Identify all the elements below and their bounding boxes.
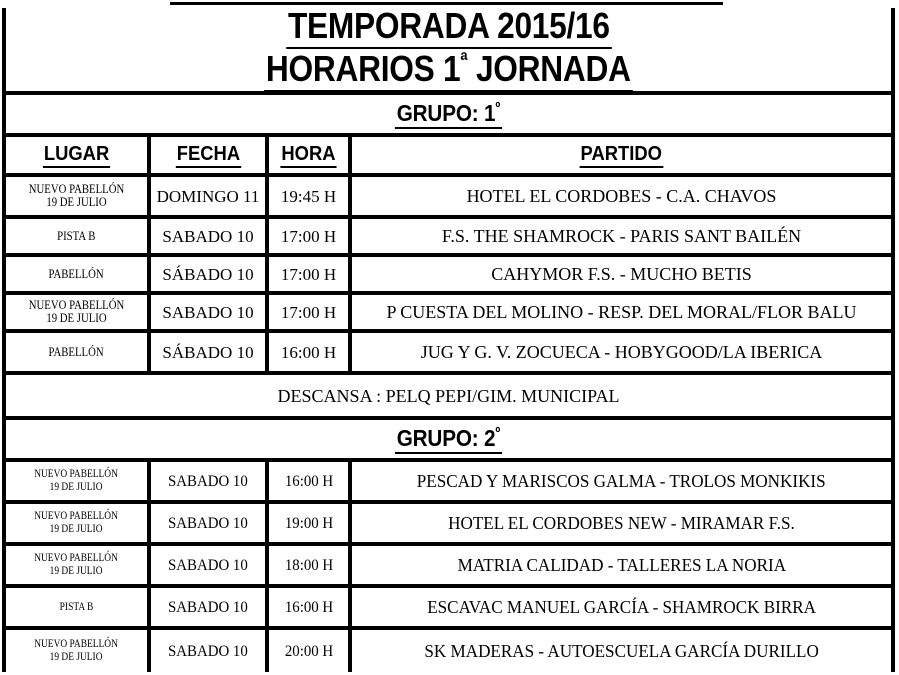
fecha-text: SABADO 10 [168,514,248,532]
cell-lugar [6,333,151,371]
lugar-line-2: 19 DE JULIO [50,523,103,535]
column-header-hora [269,137,352,173]
hora-text: 17:00 H [280,226,337,246]
lugar-line-2: 19 DE JULIO [50,651,103,663]
group-1-ordinal: º [495,98,501,116]
column-header-lugar-label: LUGAR [43,143,110,168]
cell-lugar [6,504,151,542]
cell-hora [269,546,352,584]
fecha-text: SABADO 10 [162,302,254,322]
table-header-row [6,137,891,177]
lugar-line-1: PISTA B [59,600,94,613]
lugar-line-1: PISTA B [57,228,96,243]
partido-text: P CUESTA DEL MOLINO - RESP. DEL MORAL/FLOR BALU [386,302,857,322]
hora-text: 20:00 H [284,642,333,660]
column-header-lugar [6,137,151,173]
lugar-text [49,268,104,281]
table-row [6,333,891,375]
cell-fecha [151,630,269,672]
cell-fecha [151,177,269,215]
cell-fecha [151,546,269,584]
hora-text: 19:00 H [284,514,333,532]
partido-text: HOTEL EL CORDOBES - C.A. CHAVOS [466,186,777,206]
title-matchday-post: JORNADA [467,47,631,89]
schedule-sheet [2,4,895,672]
title-matchday-ordinal: ª [460,47,468,73]
cell-fecha [151,295,269,329]
descansa-text: DESCANSA : PELQ PEPI/GIM. MUNICIPAL [277,385,620,406]
cell-lugar [6,630,151,672]
cell-partido [352,504,891,542]
group-2-rows [6,462,891,672]
lugar-text [35,468,119,494]
fecha-text: SABADO 10 [168,642,248,660]
cell-fecha [151,219,269,253]
partido-text: F.S. THE SHAMROCK - PARIS SANT BAILÉN [441,226,802,246]
fecha-text: SABADO 10 [168,472,248,490]
table-row [6,295,891,333]
descansa-row [6,375,891,420]
lugar-line-1: NUEVO PABELLÓN [28,298,125,312]
table-row [6,546,891,588]
lugar-line-2: 19 DE JULIO [50,565,103,577]
hora-text: 17:00 H [280,264,337,284]
partido-text: HOTEL EL CORDOBES NEW - MIRAMAR F.S. [448,513,795,533]
lugar-text [29,183,124,209]
group-banner-1 [6,95,891,137]
cell-fecha [151,588,269,626]
table-row [6,257,891,295]
cell-lugar [6,257,151,291]
cell-fecha [151,333,269,371]
group-banner-2 [6,420,891,462]
table-row [6,630,891,672]
lugar-line-1: NUEVO PABELLÓN [34,638,119,650]
cell-fecha [151,462,269,500]
cell-partido [352,295,891,329]
cell-lugar [6,546,151,584]
column-header-fecha [151,137,269,173]
cell-hora [269,588,352,626]
table-row [6,177,891,219]
table-row [6,588,891,630]
fecha-text: DOMINGO 11 [156,186,260,206]
cell-lugar [6,177,151,215]
group-2-text: GRUPO: 2 [396,424,496,451]
column-header-fecha-label: FECHA [175,143,240,168]
lugar-text [35,510,119,536]
hora-text: 17:00 H [280,302,337,322]
partido-text: CAHYMOR F.S. - MUCHO BETIS [491,264,752,284]
title-matchday-pre: HORARIOS 1 [266,47,461,89]
cell-fecha [151,504,269,542]
cell-partido [352,333,891,371]
cell-partido [352,546,891,584]
cell-lugar [6,588,151,626]
column-header-hora-label: HORA [280,143,336,168]
cell-partido [352,257,891,291]
group-banner-1-label [395,100,502,129]
cell-partido [352,462,891,500]
lugar-line-2: 19 DE JULIO [46,195,107,209]
table-row [6,219,891,257]
cell-hora [269,630,352,672]
cell-partido [352,630,891,672]
cell-fecha [151,257,269,291]
group-2-ordinal: º [495,423,501,441]
lugar-line-1: NUEVO PABELLÓN [34,552,119,564]
cell-hora [269,177,352,215]
partido-text: PESCAD Y MARISCOS GALMA - TROLOS MONKIKIS [417,471,826,491]
table-row [6,462,891,504]
cell-hora [269,257,352,291]
lugar-text [29,299,124,325]
lugar-line-1: NUEVO PABELLÓN [34,468,119,480]
hora-text: 19:45 H [280,186,337,206]
lugar-text [35,638,119,664]
group-1-rows [6,177,891,375]
lugar-text [57,230,95,243]
lugar-text [35,552,119,578]
column-header-partido [352,137,891,173]
table-row [6,504,891,546]
cell-lugar [6,219,151,253]
fecha-text: SABADO 10 [162,226,254,246]
group-1-text: GRUPO: 1 [396,99,496,126]
cell-partido [352,588,891,626]
partido-text: SK MADERAS - AUTOESCUELA GARCÍA DURILLO [424,641,819,661]
group-banner-2-label [395,425,502,454]
partido-text: JUG Y G. V. ZOCUECA - HOBYGOOD/LA IBERICA [420,342,823,362]
cell-lugar [6,462,151,500]
hora-text: 16:00 H [284,472,333,490]
cell-hora [269,504,352,542]
lugar-text [49,346,104,359]
lugar-text [60,601,94,614]
cell-hora [269,333,352,371]
cell-partido [352,177,891,215]
partido-text: MATRIA CALIDAD - TALLERES LA NORIA [457,555,786,575]
title-line-season: TEMPORADA 2015/16 [286,6,611,49]
document-title-block [6,4,891,95]
cell-hora [269,462,352,500]
cell-lugar [6,295,151,329]
cell-hora [269,295,352,329]
lugar-line-2: 19 DE JULIO [50,481,103,493]
cell-partido [352,219,891,253]
fecha-text: SÁBADO 10 [162,264,254,284]
cell-hora [269,219,352,253]
lugar-line-1: NUEVO PABELLÓN [28,182,125,196]
lugar-line-1: PABELLÓN [48,344,105,359]
lugar-line-1: PABELLÓN [48,266,105,281]
fecha-text: SÁBADO 10 [162,342,254,362]
column-header-partido-label: PARTIDO [580,143,663,168]
lugar-line-1: NUEVO PABELLÓN [34,510,119,522]
hora-text: 18:00 H [284,556,333,574]
fecha-text: SABADO 10 [168,598,248,616]
lugar-line-2: 19 DE JULIO [46,311,107,325]
hora-text: 16:00 H [280,342,337,362]
fecha-text: SABADO 10 [168,556,248,574]
hora-text: 16:00 H [284,598,333,616]
title-line-matchday [264,49,632,92]
partido-text: ESCAVAC MANUEL GARCÍA - SHAMROCK BIRRA [427,597,816,617]
